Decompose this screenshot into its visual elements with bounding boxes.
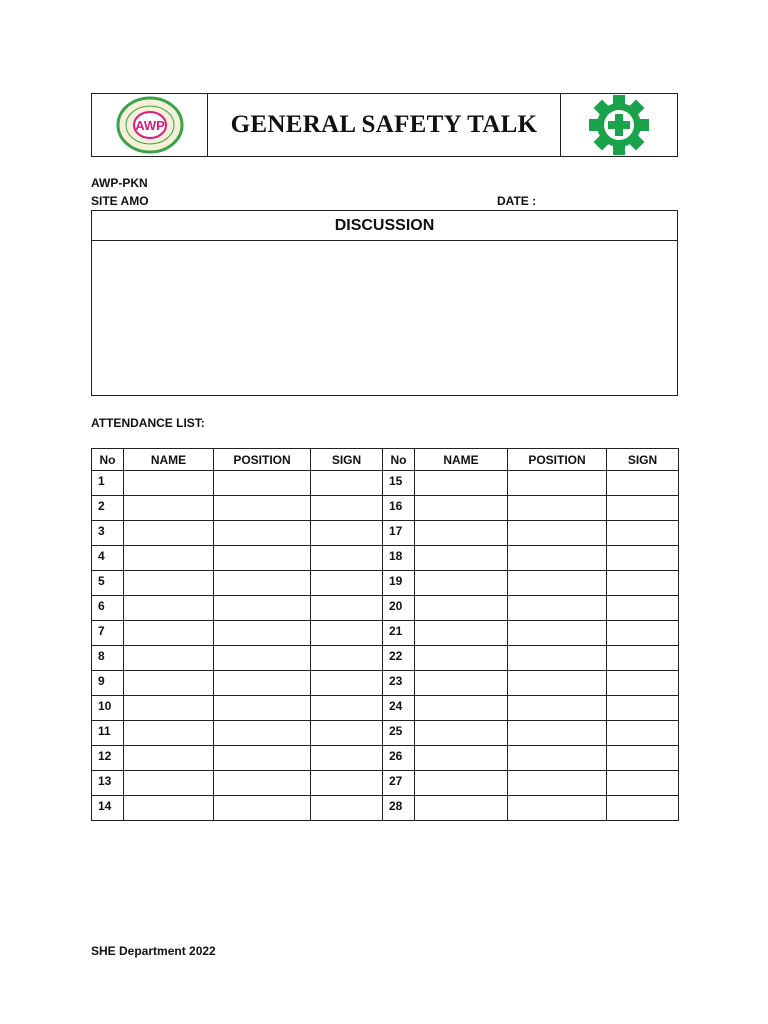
position-cell[interactable] [214, 646, 311, 671]
position-cell[interactable] [508, 546, 607, 571]
table-row [92, 621, 679, 646]
position-cell[interactable] [214, 696, 311, 721]
company-code: AWP-PKN [91, 176, 148, 190]
row-number: 23 [383, 671, 415, 696]
column-header: SIGN [311, 449, 383, 471]
name-cell[interactable] [415, 596, 508, 621]
name-cell[interactable] [124, 621, 214, 646]
sign-cell[interactable] [311, 546, 383, 571]
position-cell[interactable] [508, 696, 607, 721]
table-row [92, 546, 679, 571]
name-cell[interactable] [415, 721, 508, 746]
table-row [92, 796, 679, 821]
name-cell[interactable] [124, 546, 214, 571]
name-cell[interactable] [124, 796, 214, 821]
sign-cell[interactable] [607, 471, 679, 496]
name-cell[interactable] [415, 746, 508, 771]
row-number: 16 [383, 496, 415, 521]
name-cell[interactable] [124, 646, 214, 671]
position-cell[interactable] [508, 746, 607, 771]
awp-logo-icon [115, 96, 185, 154]
name-cell[interactable] [124, 721, 214, 746]
position-cell[interactable] [214, 596, 311, 621]
sign-cell[interactable] [607, 696, 679, 721]
sign-cell[interactable] [311, 571, 383, 596]
sign-cell[interactable] [311, 746, 383, 771]
row-number: 22 [383, 646, 415, 671]
position-cell[interactable] [214, 621, 311, 646]
discussion-box [91, 210, 678, 396]
name-cell[interactable] [124, 596, 214, 621]
name-cell[interactable] [415, 471, 508, 496]
position-cell[interactable] [508, 521, 607, 546]
sign-cell[interactable] [311, 671, 383, 696]
attendance-table [91, 448, 679, 821]
position-cell[interactable] [508, 796, 607, 821]
row-number: 26 [383, 746, 415, 771]
logo-text: AWP [134, 118, 165, 133]
position-cell[interactable] [214, 771, 311, 796]
position-cell[interactable] [214, 471, 311, 496]
sign-cell[interactable] [311, 521, 383, 546]
name-cell[interactable] [415, 771, 508, 796]
sign-cell[interactable] [607, 771, 679, 796]
position-cell[interactable] [508, 721, 607, 746]
sign-cell[interactable] [311, 696, 383, 721]
discussion-area[interactable] [92, 241, 677, 396]
table-header-row [92, 449, 679, 471]
name-cell[interactable] [124, 771, 214, 796]
column-header: NAME [124, 449, 214, 471]
name-cell[interactable] [124, 571, 214, 596]
sign-cell[interactable] [311, 496, 383, 521]
row-number: 24 [383, 696, 415, 721]
name-cell[interactable] [124, 671, 214, 696]
name-cell[interactable] [124, 496, 214, 521]
table-row [92, 721, 679, 746]
row-number: 1 [92, 471, 124, 496]
row-number: 4 [92, 546, 124, 571]
page-title: GENERAL SAFETY TALK [230, 111, 538, 138]
table-row [92, 671, 679, 696]
row-number: 17 [383, 521, 415, 546]
row-number: 5 [92, 571, 124, 596]
sign-cell[interactable] [607, 521, 679, 546]
name-cell[interactable] [124, 521, 214, 546]
sign-cell[interactable] [311, 721, 383, 746]
table-row [92, 696, 679, 721]
name-cell[interactable] [415, 796, 508, 821]
row-number: 6 [92, 596, 124, 621]
name-cell[interactable] [415, 571, 508, 596]
column-header: NAME [415, 449, 508, 471]
sign-cell[interactable] [607, 746, 679, 771]
column-header: POSITION [508, 449, 607, 471]
row-number: 18 [383, 546, 415, 571]
name-cell[interactable] [124, 471, 214, 496]
sign-cell[interactable] [311, 796, 383, 821]
position-cell[interactable] [214, 496, 311, 521]
row-number: 2 [92, 496, 124, 521]
safety-gear-cross-icon [582, 95, 656, 155]
title-cell [208, 94, 560, 156]
table-row [92, 521, 679, 546]
column-header: No [92, 449, 124, 471]
position-cell[interactable] [214, 571, 311, 596]
discussion-heading: DISCUSSION [92, 211, 677, 241]
sign-cell[interactable] [607, 646, 679, 671]
position-cell[interactable] [214, 546, 311, 571]
row-number: 27 [383, 771, 415, 796]
row-number: 7 [92, 621, 124, 646]
table-row [92, 596, 679, 621]
column-header: No [383, 449, 415, 471]
sign-cell[interactable] [311, 621, 383, 646]
row-number: 25 [383, 721, 415, 746]
position-cell[interactable] [214, 721, 311, 746]
sign-cell[interactable] [607, 596, 679, 621]
header-box [91, 93, 678, 157]
position-cell[interactable] [214, 796, 311, 821]
position-cell[interactable] [508, 596, 607, 621]
date-label: DATE : [497, 194, 537, 208]
sign-cell[interactable] [607, 546, 679, 571]
row-number: 28 [383, 796, 415, 821]
row-number: 20 [383, 596, 415, 621]
name-cell[interactable] [415, 621, 508, 646]
name-cell[interactable] [415, 521, 508, 546]
footer-text: SHE Department 2022 [91, 944, 216, 958]
safety-icon-cell [560, 94, 677, 156]
row-number: 15 [383, 471, 415, 496]
position-cell[interactable] [508, 771, 607, 796]
sign-cell[interactable] [607, 496, 679, 521]
sign-cell[interactable] [311, 646, 383, 671]
position-cell[interactable] [214, 671, 311, 696]
name-cell[interactable] [415, 646, 508, 671]
table-row [92, 471, 679, 496]
row-number: 11 [92, 721, 124, 746]
table-row [92, 496, 679, 521]
name-cell[interactable] [124, 746, 214, 771]
name-cell[interactable] [415, 496, 508, 521]
attendance-label: ATTENDANCE LIST: [91, 416, 205, 430]
name-cell[interactable] [415, 696, 508, 721]
sign-cell[interactable] [607, 671, 679, 696]
table-row [92, 746, 679, 771]
sign-cell[interactable] [607, 721, 679, 746]
sign-cell[interactable] [607, 621, 679, 646]
name-cell[interactable] [415, 546, 508, 571]
sign-cell[interactable] [311, 596, 383, 621]
site-label: SITE AMO [91, 194, 149, 208]
position-cell[interactable] [508, 496, 607, 521]
sign-cell[interactable] [311, 471, 383, 496]
sign-cell[interactable] [607, 571, 679, 596]
name-cell[interactable] [415, 671, 508, 696]
row-number: 9 [92, 671, 124, 696]
sign-cell[interactable] [311, 771, 383, 796]
row-number: 14 [92, 796, 124, 821]
row-number: 13 [92, 771, 124, 796]
column-header: POSITION [214, 449, 311, 471]
row-number: 21 [383, 621, 415, 646]
position-cell[interactable] [214, 521, 311, 546]
position-cell[interactable] [508, 621, 607, 646]
name-cell[interactable] [124, 696, 214, 721]
table-row [92, 646, 679, 671]
row-number: 12 [92, 746, 124, 771]
column-header: SIGN [607, 449, 679, 471]
row-number: 8 [92, 646, 124, 671]
table-row [92, 571, 679, 596]
position-cell[interactable] [508, 571, 607, 596]
position-cell[interactable] [508, 646, 607, 671]
position-cell[interactable] [214, 746, 311, 771]
position-cell[interactable] [508, 671, 607, 696]
sign-cell[interactable] [607, 796, 679, 821]
row-number: 10 [92, 696, 124, 721]
logo-cell [92, 94, 208, 156]
table-row [92, 771, 679, 796]
row-number: 19 [383, 571, 415, 596]
position-cell[interactable] [508, 471, 607, 496]
row-number: 3 [92, 521, 124, 546]
